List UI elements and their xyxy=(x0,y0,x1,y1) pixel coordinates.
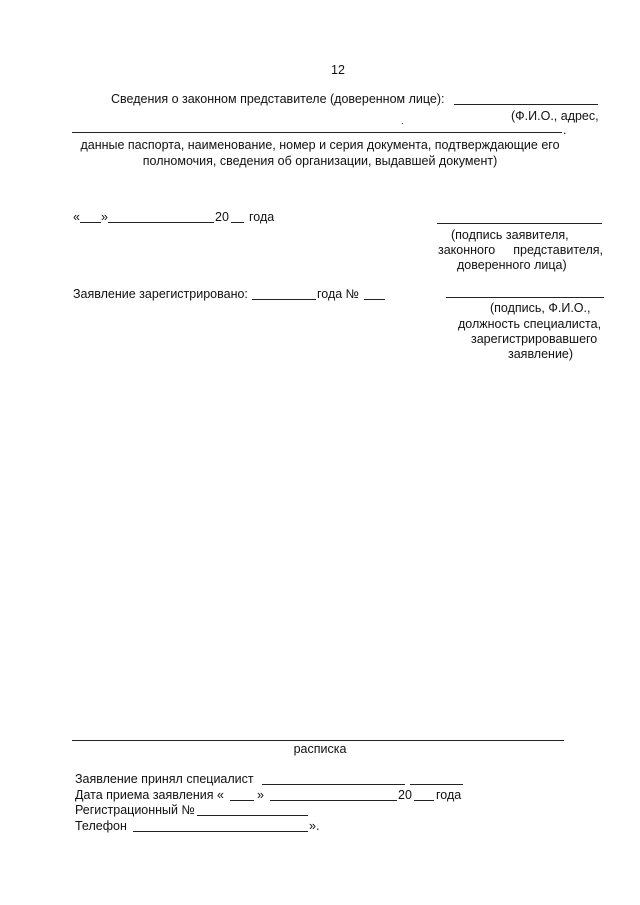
stray-mark: . xyxy=(401,116,404,126)
receipt-date-day-line[interactable] xyxy=(230,800,254,801)
date-close-quote: » xyxy=(101,210,108,224)
date-century: 20 xyxy=(215,210,229,224)
date-month-line[interactable] xyxy=(108,222,214,223)
receipt-registration-label: Регистрационный № xyxy=(75,803,195,817)
receipt-specialist-signature-line[interactable] xyxy=(410,784,463,785)
receipt-registration-line[interactable] xyxy=(197,815,308,816)
receipt-specialist-line[interactable] xyxy=(262,784,405,785)
receipt-phone-line[interactable] xyxy=(133,831,308,832)
applicant-signature-hint-1: (подпись заявителя, xyxy=(451,228,569,242)
receipt-date-century: 20 xyxy=(398,788,412,802)
specialist-signature-hint-3: зарегистрировавшего xyxy=(471,332,598,346)
applicant-signature-line[interactable] xyxy=(437,223,602,224)
applicant-signature-hint-2: законного представителя, xyxy=(438,243,603,257)
registration-date-line[interactable] xyxy=(252,299,316,300)
representative-name-line[interactable] xyxy=(454,104,598,105)
registration-number-line[interactable] xyxy=(364,299,385,300)
receipt-phone-end: ». xyxy=(309,819,320,833)
receipt-date-month-line[interactable] xyxy=(270,800,397,801)
receipt-date-year-line[interactable] xyxy=(414,800,434,801)
representative-hint-line-2: полномочия, сведения об организации, выдавшей документ) xyxy=(142,154,498,168)
specialist-signature-hint-1: (подпись, Ф.И.О., xyxy=(490,301,591,315)
receipt-date-year-word: года xyxy=(436,788,462,802)
registration-label: Заявление зарегистрировано: xyxy=(73,287,248,301)
specialist-signature-hint-2: должность специалиста, xyxy=(458,317,602,331)
representative-label: Сведения о законном представителе (доверенном лице): xyxy=(111,92,445,106)
receipt-date-label: Дата приема заявления « xyxy=(75,788,224,802)
representative-fio-hint: (Ф.И.О., адрес, xyxy=(511,109,599,123)
specialist-signature-line[interactable] xyxy=(446,297,604,298)
page-number: 12 xyxy=(331,63,345,77)
date-open-quote: « xyxy=(73,210,80,224)
date-day-line[interactable] xyxy=(80,222,101,223)
specialist-signature-hint-4: заявление) xyxy=(508,347,574,361)
date-year-line[interactable] xyxy=(231,222,244,223)
receipt-title: расписка xyxy=(293,742,347,756)
receipt-accepted-label: Заявление принял специалист xyxy=(75,772,254,786)
representative-hint-line-1: данные паспорта, наименование, номер и серия документа, подтверждающие его xyxy=(80,138,560,152)
receipt-phone-label: Телефон xyxy=(75,819,127,833)
applicant-signature-hint-3: доверенного лица) xyxy=(457,258,567,272)
representative-line-end-dot: . xyxy=(563,123,567,137)
representative-details-line[interactable] xyxy=(72,132,562,133)
registration-year-word: года № xyxy=(317,287,360,301)
receipt-date-close-quote: » xyxy=(257,788,264,802)
date-year-word: года xyxy=(249,210,275,224)
